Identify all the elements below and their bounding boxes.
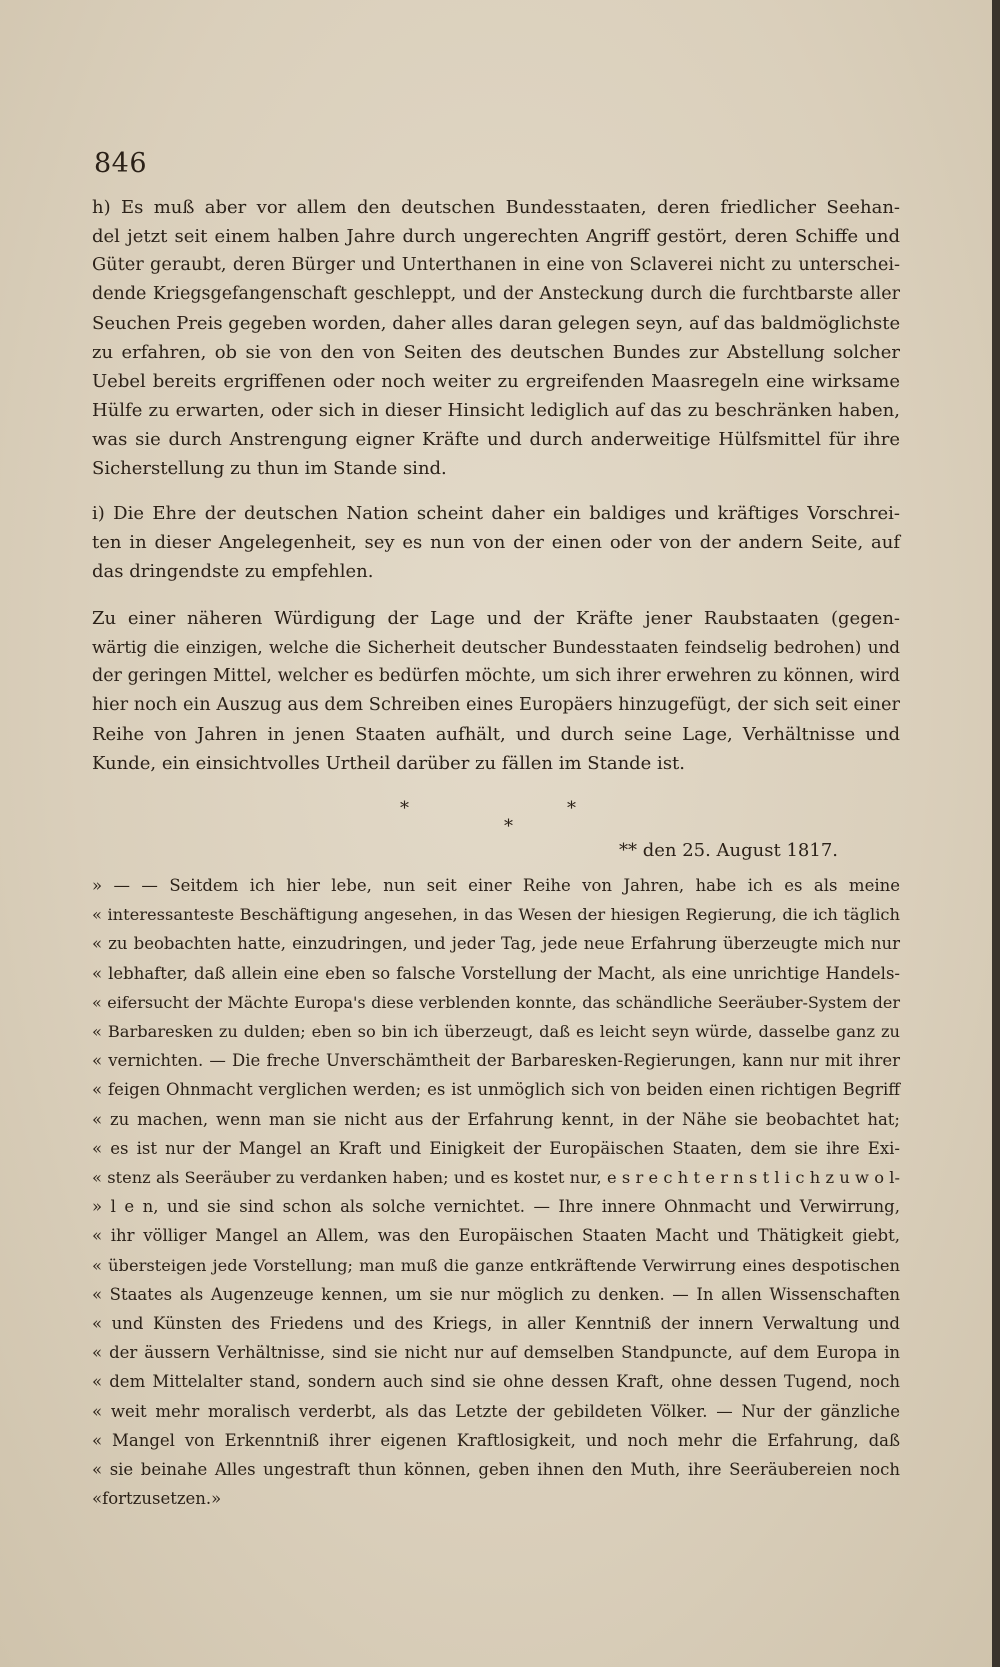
text-line: zu erfahren, ob sie von den von Seiten des deutschen Bundes zur Abstellung solcher — [92, 342, 900, 363]
text-line: Kunde, ein einsichtvolles Urtheil darüber zu fällen im Stande ist. — [92, 753, 686, 774]
quote-line: « eifersucht der Mächte Europa's diese verblenden konnte, das schändliche Seeräuber-System der — [92, 992, 900, 1012]
asterisk-center: * — [504, 816, 513, 837]
quote-line: « es ist nur der Mangel an Kraft und Einigkeit der Europäischen Staaten, dem sie ihre Exi- — [92, 1138, 900, 1158]
quote-line: « dem Mittelalter stand, sondern auch sind sie ohne dessen Kraft, ohne dessen Tugend, noch — [92, 1372, 900, 1392]
text-line: Seuchen Preis gegeben worden, daher alles daran gelegen seyn, auf das baldmöglichste — [92, 313, 901, 334]
text-line: Reihe von Jahren in jenen Staaten aufhält, und durch seine Lage, Verhältnisse und — [92, 724, 900, 745]
text-line: i) Die Ehre der deutschen Nation scheint daher ein baldiges und kräftiges Vorschrei- — [92, 503, 900, 524]
text-line: wärtig die einzigen, welche die Sicherheit deutscher Bundesstaaten feindselig bedrohen) und — [92, 637, 900, 657]
text-line: Sicherstellung zu thun im Stande sind. — [92, 458, 447, 479]
quote-line: « lebhafter, daß allein eine eben so falsche Vorstellung der Macht, als eine unrichtige Handels- — [92, 963, 900, 983]
quote-line: «fortzusetzen.» — [92, 1489, 222, 1509]
text-line: Zu einer näheren Würdigung der Lage und der Kräfte jener Raubstaaten (gegen- — [92, 608, 900, 629]
text-line: del jetzt seit einem halben Jahre durch ungerechten Angriff gestört, deren Schiffe und — [92, 226, 900, 247]
quote-line: « zu beobachten hatte, einzudringen, und jeder Tag, jede neue Erfahrung überzeugte mich nur — [92, 934, 900, 954]
letter-dateline: ** den 25. August 1817. — [619, 840, 838, 861]
quote-line: « weit mehr moralisch verderbt, als das Letzte der gebildeten Völker. — Nur der gänzliche — [92, 1401, 900, 1421]
text-line: ten in dieser Angelegenheit, sey es nun von der einen oder von der andern Seite, auf — [92, 532, 900, 553]
text-line: hier noch ein Auszug aus dem Schreiben eines Europäers hinzugefügt, der sich seit einer — [92, 695, 900, 715]
quote-line: « sie beinahe Alles ungestraft thun können, geben ihnen den Muth, ihre Seeräubereien noch — [92, 1460, 900, 1480]
quote-line: « Barbaresken zu dulden; eben so bin ich überzeugt, daß es leicht seyn würde, dasselbe ganz zu — [92, 1022, 900, 1042]
text-line: was sie durch Anstrengung eigner Kräfte und durch anderweitige Hülfsmittel für ihre — [92, 429, 900, 450]
quote-line: « ihr völliger Mangel an Allem, was den Europäischen Staaten Macht und Thätigkeit giebt, — [92, 1226, 900, 1246]
asterisk-right: * — [567, 798, 576, 819]
text-line: Hülfe zu erwarten, oder sich in dieser Hinsicht lediglich auf das zu beschränken haben, — [92, 400, 900, 421]
quote-line: » — — Seitdem ich hier lebe, nun seit einer Reihe von Jahren, habe ich es als meine — [92, 876, 900, 895]
quote-line: « und Künsten des Friedens und des Kriegs, in aller Kenntniß der innern Verwaltung und — [92, 1314, 900, 1334]
paragraph-introduction — [92, 604, 900, 778]
text-line: dende Kriegsgefangenschaft geschleppt, und der Ansteckung durch die furchtbarste aller — [92, 284, 900, 304]
quote-line: « feigen Ohnmacht verglichen werden; es ist unmöglich sich von beiden einen richtigen Begriff — [92, 1080, 900, 1100]
quote-line: « Mangel von Erkenntniß ihrer eigenen Kraftlosigkeit, und noch mehr die Erfahrung, daß — [92, 1430, 900, 1450]
page-number: 846 — [94, 148, 148, 179]
text-line: Güter geraubt, deren Bürger und Unterthanen in eine von Sclaverei nicht zu unterschei- — [92, 255, 900, 275]
text-line: der geringen Mittel, welcher es bedürfen möchte, um sich ihrer erwehren zu können, wird — [92, 666, 900, 686]
asterisk-left: * — [400, 798, 409, 819]
section-separator — [92, 778, 900, 838]
quote-line: « interessanteste Beschäftigung angesehen, in das Wesen der hiesigen Regierung, die ich täglich — [92, 905, 900, 925]
text-block — [92, 148, 900, 1513]
page-edge-shadow — [992, 0, 1000, 1667]
quoted-letter — [92, 871, 900, 1513]
text-line: h) Es muß aber vor allem den deutschen Bundesstaaten, deren friedlicher Seehan- — [92, 197, 900, 218]
quote-line: « der äussern Verhältnisse, sind sie nicht nur auf demselben Standpuncte, auf dem Europa in — [92, 1343, 900, 1363]
text-line: das dringendste zu empfehlen. — [92, 561, 374, 582]
paragraph-i — [92, 499, 900, 586]
quote-line: » l e n, und sie sind schon als solche vernichtet. — Ihre innere Ohnmacht und Verwirrung, — [92, 1197, 900, 1217]
quote-line: « übersteigen jede Vorstellung; man muß die ganze entkräftende Verwirrung eines despotischen — [92, 1255, 900, 1275]
quote-line: « zu machen, wenn man sie nicht aus der Erfahrung kennt, in der Nähe sie beobachtet hat; — [92, 1109, 900, 1129]
quote-line: « Staates als Augenzeuge kennen, um sie nur möglich zu denken. — In allen Wissenschaften — [92, 1284, 900, 1304]
text-line: Uebel bereits ergriffenen oder noch weiter zu ergreifenden Maasregeln eine wirksame — [92, 371, 900, 392]
quote-line: « vernichten. — Die freche Unverschämtheit der Barbaresken-Regierungen, kann nur mit ihrer — [92, 1051, 900, 1071]
paragraph-h — [92, 193, 900, 483]
quote-line: « stenz als Seeräuber zu verdanken haben; und es kostet nur, e s r e c h t e r n s t l i c h z u w o l- — [92, 1168, 900, 1188]
